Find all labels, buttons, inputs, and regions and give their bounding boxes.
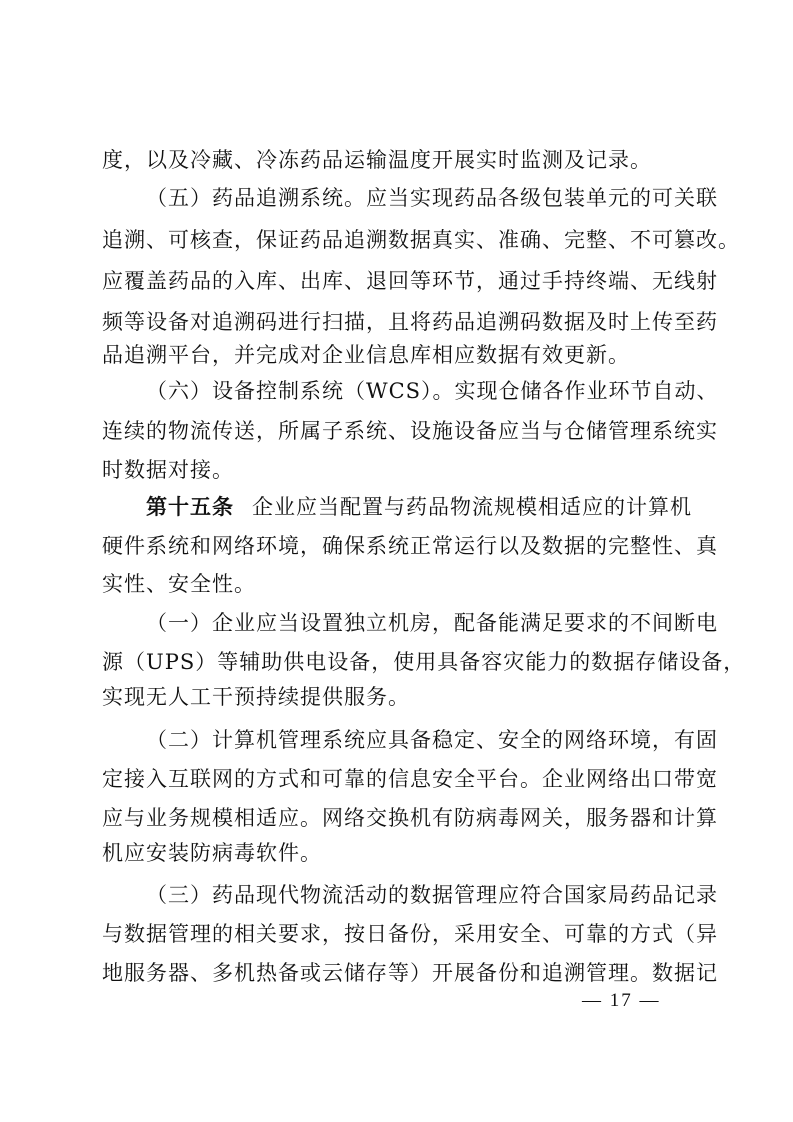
text-line: 地服务器、多机热备或云储存等）开展备份和追溯管理。数据记 [102, 961, 718, 985]
text-line: 与数据管理的相关要求，按日备份，采用安全、可靠的方式（异 [102, 922, 718, 946]
article-heading: 第十五条 [146, 495, 234, 519]
text-line: 连续的物流传送，所属子系统、设施设备应当与仓储管理系统实 [102, 419, 718, 443]
text-line: 源（UPS）等辅助供电设备，使用具备容灾能力的数据存储设备， [102, 650, 746, 674]
text-line: 追溯、可核查，保证药品追溯数据真实、准确、完整、不可篡改。 [102, 228, 740, 252]
text-line: （一）企业应当设置独立机房，配备能满足要求的不间断电 [146, 611, 718, 635]
text-line: 机应安装防病毒软件。 [102, 841, 322, 865]
text-line: （六）设备控制系统（WCS）。实现仓储各作业环节自动、 [146, 379, 719, 403]
text-line: 企业应当配置与药品物流规模相适应的计算机 [252, 495, 692, 519]
page-number: — 17 — [582, 990, 661, 1011]
text-line: 品追溯平台，并完成对企业信息库相应数据有效更新。 [102, 343, 630, 367]
text-line: 实性、安全性。 [102, 572, 256, 596]
text-line: 硬件系统和网络环境，确保系统正常运行以及数据的完整性、真 [102, 534, 718, 558]
text-line: 频等设备对追溯码进行扫描，且将药品追溯码数据及时上传至药 [102, 310, 718, 334]
text-line: 应覆盖药品的入库、出库、退回等环节，通过手持终端、无线射 [102, 269, 718, 293]
text-line: 定接入互联网的方式和可靠的信息安全平台。企业网络出口带宽 [102, 767, 718, 791]
text-line: （二）计算机管理系统应具备稳定、安全的网络环境，有固 [146, 728, 718, 752]
text-line: 实现无人工干预持续提供服务。 [102, 685, 410, 709]
text-line: （五）药品追溯系统。应当实现药品各级包装单元的可关联 [146, 186, 718, 210]
text-line: （三）药品现代物流活动的数据管理应符合国家局药品记录 [146, 883, 718, 907]
text-line: 度，以及冷藏、冷冻药品运输温度开展实时监测及记录。 [102, 148, 652, 172]
article-paragraph-first-line [146, 490, 692, 524]
text-line: 时数据对接。 [102, 458, 234, 482]
text-line: 应与业务规模相适应。网络交换机有防病毒网关，服务器和计算 [102, 806, 718, 830]
